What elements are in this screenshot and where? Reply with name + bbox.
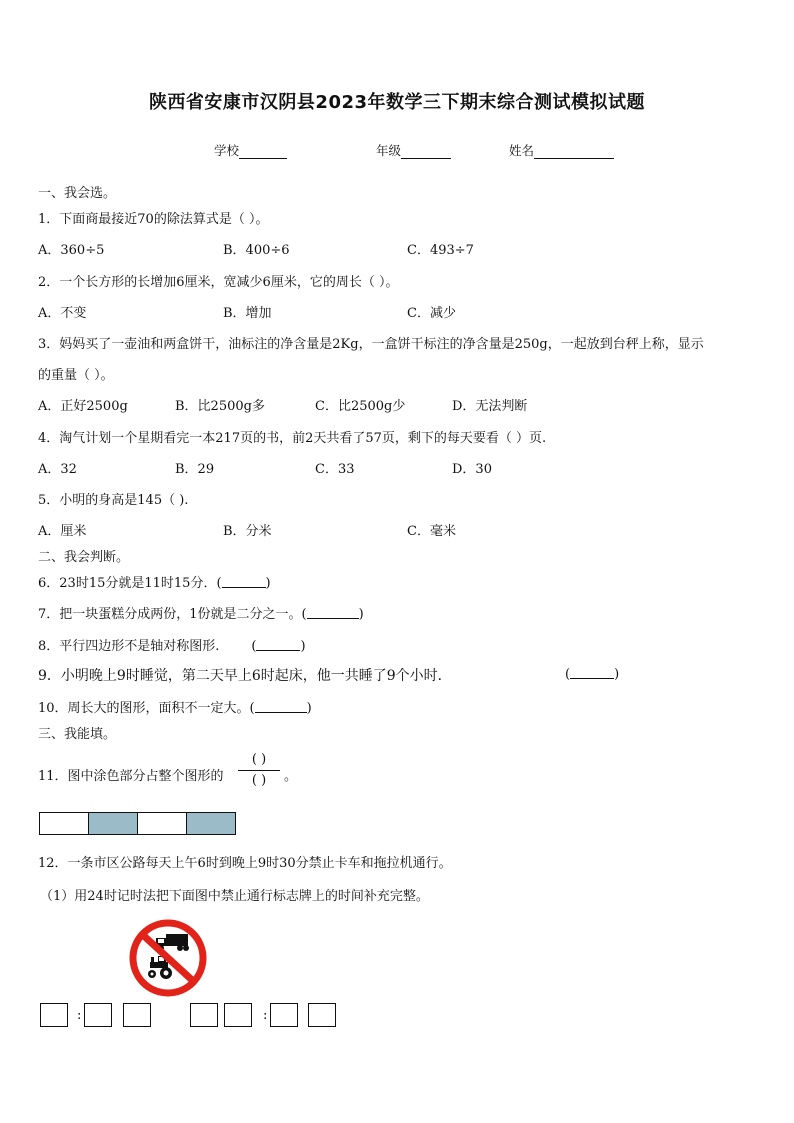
option-b[interactable]: B．比2500g多: [175, 399, 265, 414]
time-digit-box[interactable]: [40, 1003, 68, 1027]
paren-close: ): [265, 576, 271, 591]
answer-blank[interactable]: [256, 638, 300, 651]
grade-blank[interactable]: [401, 144, 451, 159]
paren-open: (: [301, 607, 307, 622]
fraction-denominator[interactable]: ( ): [251, 773, 267, 788]
shaded-figure: [39, 812, 236, 835]
question-text: 9．小明晚上9时睡觉，第二天早上6时起床，他一共睡了9个小时．: [38, 668, 452, 684]
figure-cell: [40, 813, 89, 834]
no-trucks-sign-icon: [128, 918, 208, 998]
question-answer: [565, 666, 619, 682]
paren-close: ): [300, 639, 306, 654]
fraction-numerator[interactable]: ( ): [251, 752, 267, 767]
time-digit-box[interactable]: [308, 1003, 336, 1027]
school-label: 学校: [214, 143, 240, 158]
paren-close: ): [614, 667, 620, 682]
time-digit-box[interactable]: [224, 1003, 252, 1027]
option-b[interactable]: B．增加: [223, 306, 272, 321]
option-a[interactable]: A．正好2500g: [38, 399, 128, 414]
paren-open: (: [565, 667, 571, 682]
option-d[interactable]: D．30: [452, 462, 492, 477]
question-text: 的重量（ ）。: [38, 368, 114, 383]
time-digit-box[interactable]: [270, 1003, 298, 1027]
question-text: 12．一条市区公路每天上午6时到晚上9时30分禁止卡车和拖拉机通行。: [38, 856, 452, 871]
time-colon: :: [263, 1008, 268, 1023]
section-heading: 一、我会选。: [38, 186, 117, 201]
page-title: 陕西省安康市汉阴县2023年数学三下期末综合测试模拟试题: [148, 92, 646, 113]
subquestion-text: （1）用24时记时法把下面图中禁止通行标志牌上的时间补充完整。: [40, 889, 429, 904]
option-b[interactable]: B．分米: [223, 524, 272, 539]
question-text: 5．小明的身高是145（ ).: [38, 493, 189, 508]
name-blank[interactable]: [534, 144, 614, 159]
option-a[interactable]: A．不变: [38, 306, 87, 321]
option-c[interactable]: C．毫米: [407, 524, 456, 539]
section-heading: 二、我会判断。: [38, 550, 130, 565]
figure-cell-shaded: [89, 813, 138, 834]
time-colon: :: [77, 1008, 82, 1023]
grade-field[interactable]: [376, 141, 451, 159]
fraction-answer[interactable]: [238, 750, 280, 791]
option-b[interactable]: B．400÷6: [223, 243, 290, 258]
answer-blank[interactable]: [255, 700, 307, 713]
paren-close: ): [358, 607, 364, 622]
option-b[interactable]: B．29: [175, 462, 215, 477]
question-line: [38, 603, 364, 622]
time-digit-box[interactable]: [123, 1003, 151, 1027]
name-label: 姓名: [509, 143, 535, 158]
question-end: 。: [284, 769, 298, 784]
question-line: [38, 697, 312, 716]
option-a[interactable]: A．32: [38, 462, 77, 477]
question-text: 8．平行四边形不是轴对称图形.: [38, 639, 220, 654]
question-text: 6．23时15分就是11时15分．: [38, 576, 217, 591]
section-heading: 三、我能填。: [38, 727, 117, 742]
time-digit-box[interactable]: [190, 1003, 218, 1027]
grade-label: 年级: [376, 143, 402, 158]
question-text: 7．把一块蛋糕分成两份，1份就是二分之一。: [38, 607, 302, 622]
time-digit-box[interactable]: [84, 1003, 112, 1027]
paren-open: (: [216, 576, 222, 591]
option-c[interactable]: C．33: [315, 462, 355, 477]
option-a[interactable]: A．360÷5: [38, 243, 105, 258]
figure-cell: [138, 813, 187, 834]
option-c[interactable]: C．减少: [407, 306, 456, 321]
option-a[interactable]: A．厘米: [38, 524, 87, 539]
paren-close: ): [306, 701, 312, 716]
answer-blank[interactable]: [570, 666, 614, 679]
question-text: 4．淘气计划一个星期看完一本217页的书，前2天共看了57页，剩下的每天要看（ ）页.: [38, 431, 547, 446]
figure-cell-shaded: [187, 813, 235, 834]
question-text: 11．图中涂色部分占整个图形的: [38, 769, 224, 784]
question-line: [38, 635, 306, 654]
paren-open: (: [251, 639, 257, 654]
question-text: 3．妈妈买了一壶油和两盒饼干，油标注的净含量是2Kg，一盒饼干标注的净含量是250g，一起放到台秤上称，显示: [38, 337, 704, 352]
option-d[interactable]: D．无法判断: [452, 399, 528, 414]
option-c[interactable]: C．493÷7: [407, 243, 474, 258]
question-text: 10．周长大的图形，面积不一定大。: [38, 701, 250, 716]
school-blank[interactable]: [239, 144, 287, 159]
question-text: 2．一个长方形的长增加6厘米，宽减少6厘米，它的周长（ ）。: [38, 275, 399, 290]
answer-blank[interactable]: [307, 606, 359, 619]
question-line: [38, 572, 271, 591]
question-text: 1．下面商最接近70的除法算式是（ ）。: [38, 212, 269, 227]
paren-open: (: [249, 701, 255, 716]
option-c[interactable]: C．比2500g少: [315, 399, 406, 414]
answer-blank[interactable]: [222, 575, 266, 588]
name-field[interactable]: [509, 141, 614, 159]
school-field[interactable]: [214, 141, 287, 159]
